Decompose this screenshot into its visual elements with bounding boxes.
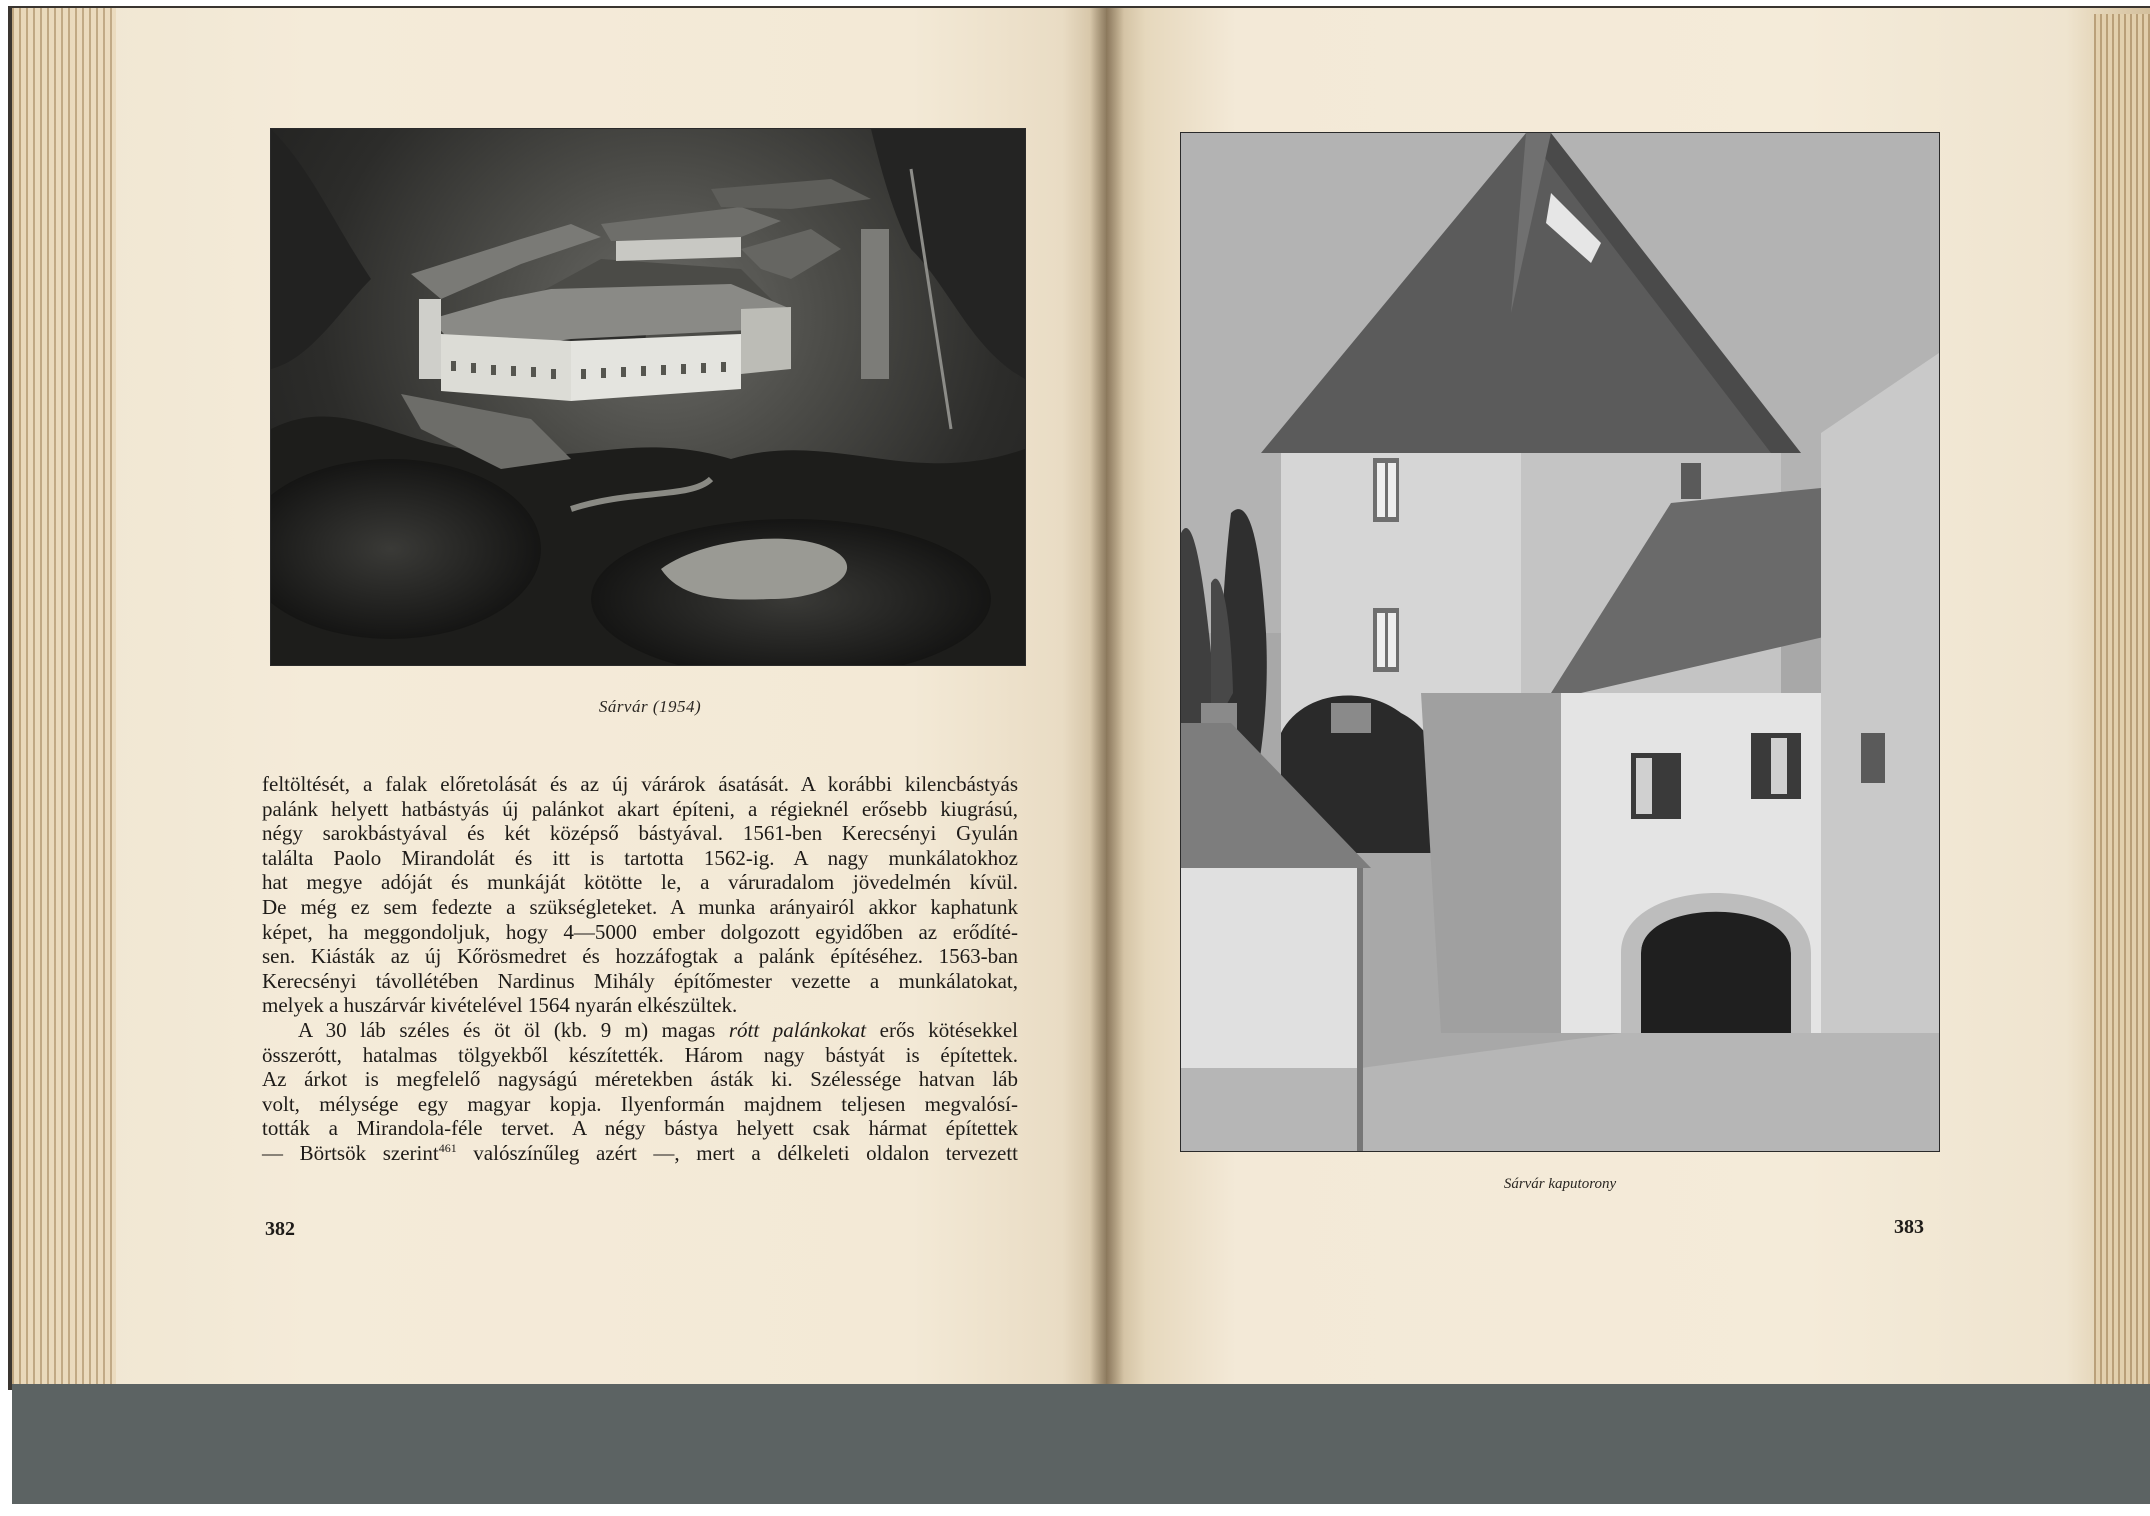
text-line: négy sarokbástyával és két középső bástyával. 1561-ben Kerecsényi Gyulán [262,821,1018,846]
text-line [262,1141,1018,1166]
text-fragment: erős kötésekkel [866,1017,1019,1042]
text-fragment: A 30 láb széles és öt öl (kb. 9 m) magas [298,1017,729,1042]
text-fragment: valószínűleg azért —, mert a délkeleti oldalon tervezett [456,1140,1019,1165]
left-photo-caption: Sárvár (1954) [598,697,702,716]
text-line: találta Paolo Mirandolát és itt is tartotta 1562-ig. A nagy munkálatokhoz [262,845,1018,870]
text-line: tották a Mirandola-féle tervet. A négy bástya helyett csak hármat építettek [262,1116,1018,1141]
text-line: palánk helyett hatbástyás új palánkot akart építeni, a régieknél erősebb kiugrású, [262,796,1018,821]
desk-surface [12,1384,2150,1504]
text-line: volt, mélysége egy magyar kopja. Ilyenformán majdnem teljesen megvalósí- [262,1091,1018,1116]
text-line: hat megye adóját és munkáját kötötte le, a váruradalom jövedelmén kívül. [262,870,1018,895]
book-gutter [1090,8,1124,1384]
gate-tower-photo [1180,132,1940,1152]
text-fragment: — Börtsök szerint [262,1140,439,1165]
left-page-edges [12,8,116,1384]
text-line: feltöltését, a falak előretolását és az új várárok ásatását. A korábbi kilencbástyás [262,772,1018,796]
footnote-ref: 461 [438,1140,457,1155]
text-line: melyek a huszárvár kivételével 1564 nyarán elkészültek. [262,993,738,1018]
italic-term: rótt palánkokat [728,1017,867,1042]
text-line: összerótt, hatalmas tölgyekből készítették. Három nagy bástyát is építettek. [262,1042,1018,1067]
text-line: képet, ha meggondoljuk, hogy 4—5000 ember dolgozott egyidőben az erődíté- [262,919,1018,944]
aerial-castle-photo [270,128,1026,666]
text-line: De még ez sem fedezte a szükségleteket. A munka arányairól akkor kaphatunk [262,894,1018,919]
right-page-number: 383 [1894,1216,1924,1238]
left-page-number: 382 [265,1218,295,1240]
right-photo-caption: Sárvár kaputorony [1503,1176,1617,1192]
text-line [262,1018,1018,1043]
body-text [262,772,1018,1166]
text-line: Az árkot is megfelelő nagyságú méretekben ásták ki. Szélessége hatvan láb [262,1067,1018,1092]
text-line: Kerecsényi távollétében Nardinus Mihály építőmester vezette a munkálatokat, [262,968,1018,993]
text-line: sen. Kiásták az új Kőrösmedret és hozzáfogtak a palánk építéséhez. 1563-ban [262,944,1018,969]
right-page-edges [2094,14,2150,1384]
